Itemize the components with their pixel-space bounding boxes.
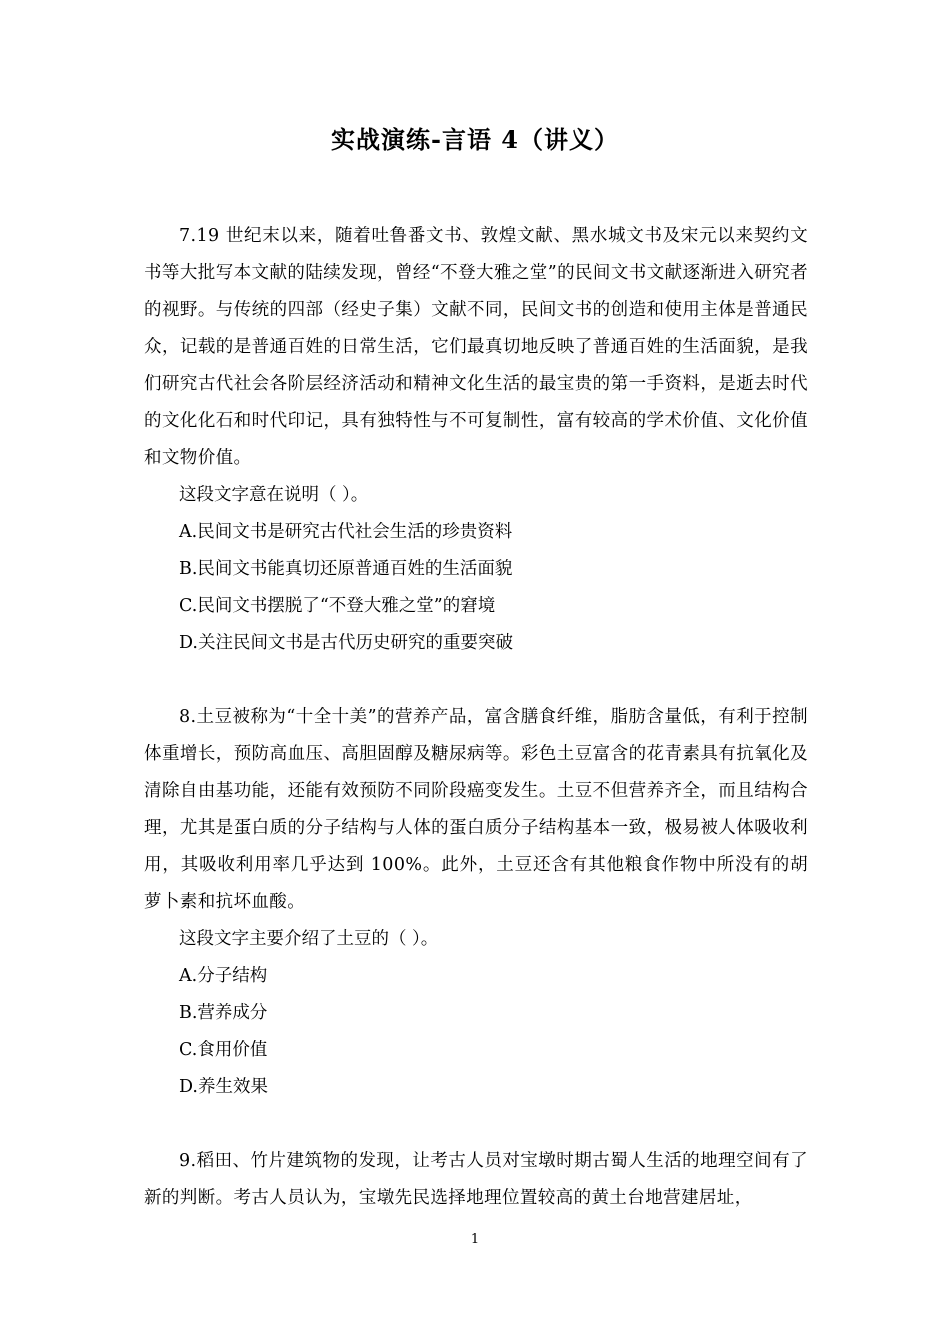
option-c: C.食用价值 <box>179 1040 268 1060</box>
page-number: 1 <box>470 1232 480 1247</box>
option-d: D.养生效果 <box>179 1077 268 1097</box>
question-prompt: 这段文字意在说明（ ）。 <box>179 485 369 505</box>
option-a: A.分子结构 <box>179 966 268 986</box>
question-9 <box>144 1143 808 1217</box>
page-title: 实战演练-言语 4（讲义） <box>330 125 619 154</box>
document-body <box>144 218 808 1254</box>
question-prompt: 这段文字主要介绍了土豆的（ ）。 <box>179 929 439 949</box>
option-a: A.民间文书是研究古代社会生活的珍贵资料 <box>179 522 513 542</box>
option-b: B.营养成分 <box>179 1003 268 1023</box>
option-c: C.民间文书摆脱了“不登大雅之堂”的窘境 <box>179 596 496 616</box>
question-stem: 8.土豆被称为“十全十美”的营养产品，富含膳食纤维，脂肪含量低，有利于控制体重增长，预防高血压、高胆固醇及糖尿病等。彩色土豆富含的花青素具有抗氧化及清除自由基功能，还能有效预防不同阶段癌变发生。土豆不但营养齐全，而且结构合理，尤其是蛋白质的分子结构与人体的蛋白质分子结构基本一致，极易被人体吸收利用，其吸收利用率几乎达到 100%。此外，土豆还含有其他粮食作物中所没有的胡萝卜素和抗坏血酸。 <box>144 707 808 912</box>
question-8 <box>144 699 808 1106</box>
option-d: D.关注民间文书是古代历史研究的重要突破 <box>179 633 513 653</box>
option-b: B.民间文书能真切还原普通百姓的生活面貌 <box>179 559 513 579</box>
question-stem: 7.19 世纪末以来，随着吐鲁番文书、敦煌文献、黑水城文书及宋元以来契约文书等大批写本文献的陆续发现，曾经“不登大雅之堂”的民间文书文献逐渐进入研究者的视野。与传统的四部（经史子集）文献不同，民间文书的创造和使用主体是普通民众，记载的是普通百姓的日常生活，它们最真切地反映了普通百姓的生活面貌，是我们研究古代社会各阶层经济活动和精神文化生活的最宝贵的第一手资料，是逝去时代的文化化石和时代印记，具有独特性与不可复制性，富有较高的学术价值、文化价值和文物价值。 <box>144 226 808 468</box>
question-7 <box>144 218 808 662</box>
question-stem: 9.稻田、竹片建筑物的发现，让考古人员对宝墩时期古蜀人生活的地理空间有了新的判断。考古人员认为，宝墩先民选择地理位置较高的黄土台地营建居址， <box>144 1151 808 1208</box>
